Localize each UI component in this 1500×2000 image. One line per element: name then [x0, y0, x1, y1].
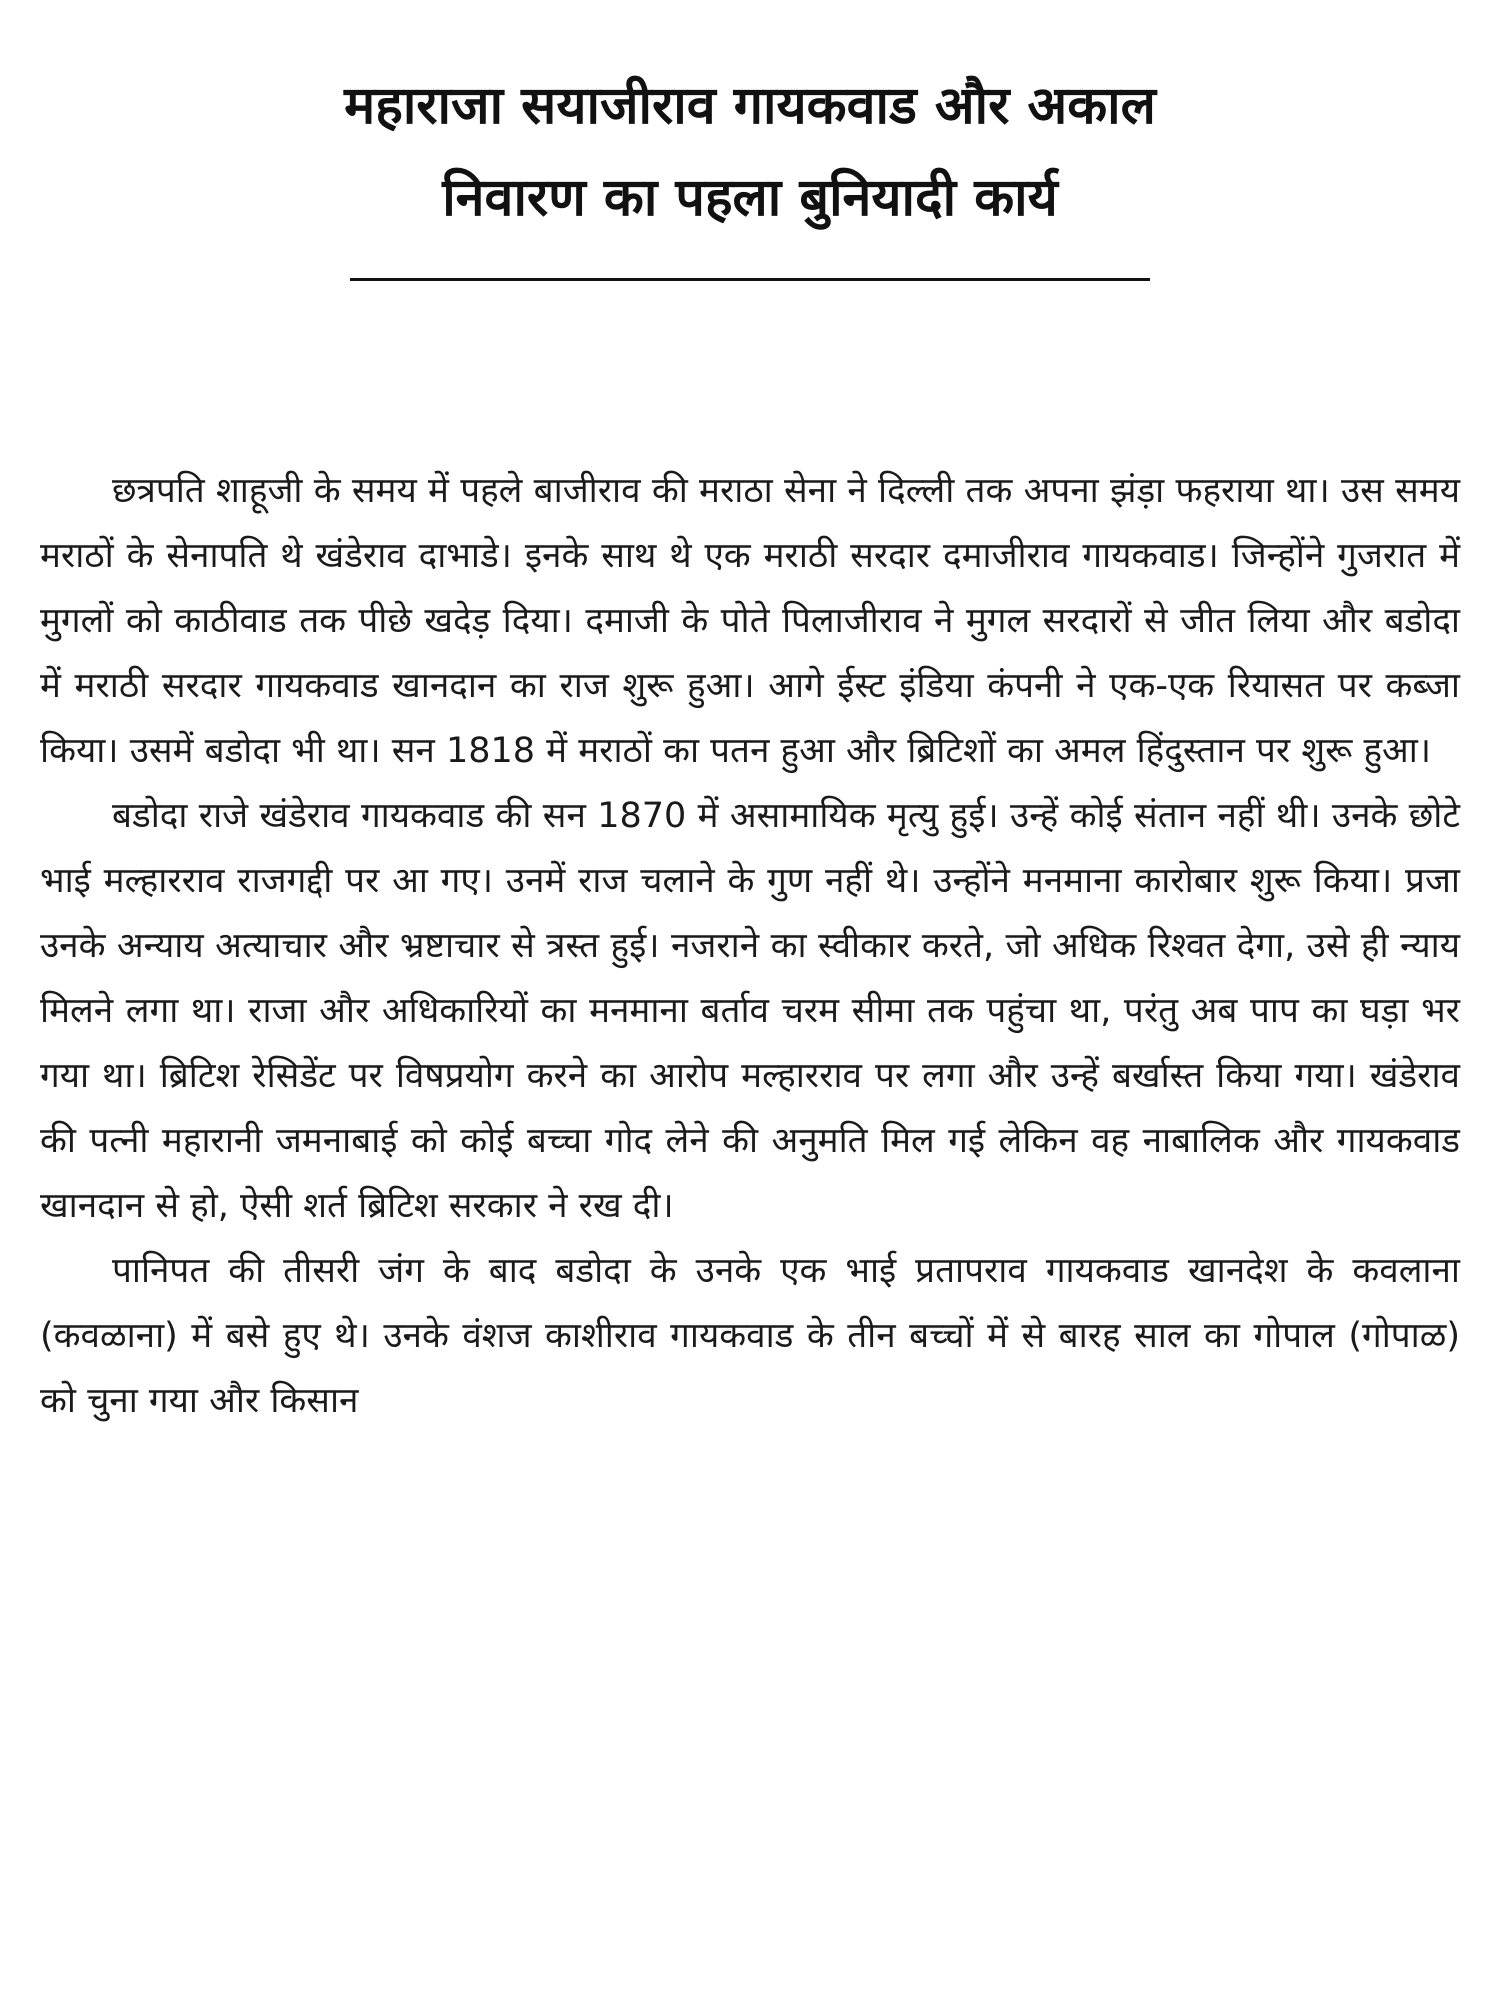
paragraph: पानिपत की तीसरी जंग के बाद बडोदा के उनके एक भाई प्रतापराव गायकवाड खानदेश के कवलाना (कवळाना) में बसे हुए थे। उनके वंशज काशीराव गायकवाड के तीन बच्चों में से बारह साल का गोपाल (गोपाळ) को चुना गया और किसान	[40, 1251, 1460, 1421]
title-divider	[350, 278, 1150, 281]
title-line-2: निवारण का पहला बुनियादी कार्य	[442, 168, 1058, 228]
body-text	[40, 459, 1460, 1434]
paragraph: बडोदा राजे खंडेराव गायकवाड की सन 1870 में असामायिक मृत्यु हुई। उन्हें कोई संतान नहीं थी। उनके छोटे भाई मल्हारराव राजगद्दी पर आ गए। उनमें राज चलाने के गुण नहीं थे। उन्होंने मनमाना कारोबार शुरू किया। प्रजा उनके अन्याय अत्याचार और भ्रष्टाचार से त्रस्त हुई। नजराने का स्वीकार करते, जो अधिक रिश्वत देगा, उसे ही न्याय मिलने लगा था। राजा और अधिकारियों का मनमाना बर्ताव चरम सीमा तक पहुंचा था, परंतु अब पाप का घड़ा भर गया था। ब्रिटिश रेसिडेंट पर विषप्रयोग करने का आरोप मल्हारराव पर लगा और उन्हें बर्खास्त किया गया। खंडेराव की पत्नी महारानी जमनाबाई को कोई बच्चा गोद लेने की अनुमति मिल गई लेकिन वह नाबालिक और गायकवाड खानदान से हो, ऐसी शर्त ब्रिटिश सरकार ने रख दी।	[40, 796, 1460, 1226]
title-line-1: महाराजा सयाजीराव गायकवाड और अकाल	[344, 76, 1156, 136]
page-title	[40, 60, 1460, 244]
paragraph: छत्रपति शाहूजी के समय में पहले बाजीराव की मराठा सेना ने दिल्ली तक अपना झंड़ा फहराया था। उस समय मराठों के सेनापति थे खंडेराव दाभाडे। इनके साथ थे एक मराठी सरदार दमाजीराव गायकवाड। जिन्होंने गुजरात में मुगलों को काठीवाड तक पीछे खदेड़ दिया। दमाजी के पोते पिलाजीराव ने मुगल सरदारों से जीत लिया और बडोदा में मराठी सरदार गायकवाड खानदान का राज शुरू हुआ। आगे ईस्ट इंडिया कंपनी ने एक-एक रियासत पर कब्जा किया। उसमें बडोदा भी था। सन 1818 में मराठों का पतन हुआ और ब्रिटिशों का अमल हिंदुस्तान पर शुरू हुआ।	[40, 471, 1460, 771]
